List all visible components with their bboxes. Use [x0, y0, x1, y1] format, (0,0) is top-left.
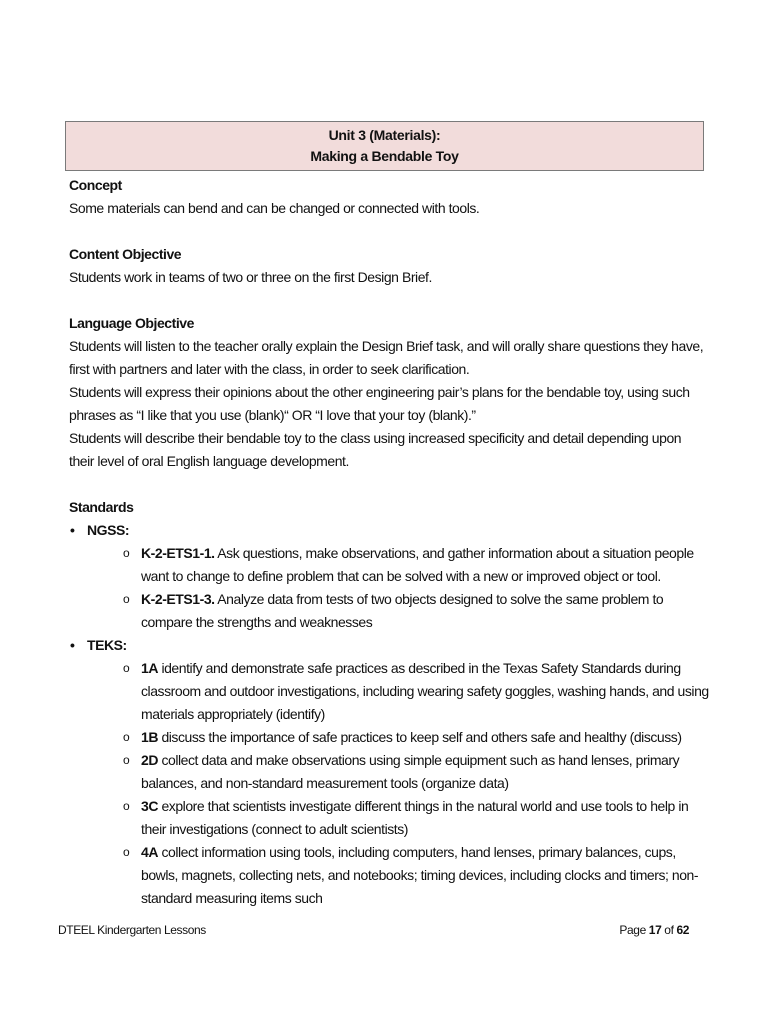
standard-text: collect information using tools, including computers, hand lenses, primary balances, cups, bowls, magnets, collecting nets, and notebooks; timing devices, including clocks and timers; non-standard measuring items such: [141, 844, 699, 906]
standards-group-label: TEKS:: [87, 637, 127, 653]
list-item: [123, 542, 709, 588]
circle-bullet-icon: o: [123, 661, 130, 675]
standard-code: K-2-ETS1-3.: [141, 591, 215, 607]
page-total: 62: [676, 923, 689, 937]
standards-group-label: NGSS:: [87, 522, 130, 538]
circle-bullet-icon: o: [123, 546, 130, 560]
list-item: [123, 588, 709, 634]
standards-group-ngss: [69, 519, 709, 634]
language-objective-paragraph: Students will listen to the teacher orally explain the Design Brief task, and will orally share questions they have, first with partners and later with the class, in order to seek clarification.: [69, 338, 704, 377]
list-item: [123, 795, 709, 841]
circle-bullet-icon: o: [123, 845, 130, 859]
language-objective-paragraph: Students will describe their bendable toy to the class using increased specificity and detail depending upon their level of oral English language development.: [69, 430, 682, 469]
standard-text: explore that scientists investigate different things in the natural world and use tools to help in their investigations (connect to adult scientists): [141, 798, 689, 837]
ngss-list: [87, 542, 709, 634]
standard-text: discuss the importance of safe practices to keep self and others safe and healthy (discuss): [158, 729, 682, 745]
standard-text: collect data and make observations using simple equipment such as hand lenses, primary balances, and non-standard measurement tools (organize data): [141, 752, 680, 791]
bullet-icon: •: [70, 637, 75, 653]
teks-list: [87, 657, 709, 910]
standard-code: 1B: [141, 729, 158, 745]
standard-code: 1A: [141, 660, 158, 676]
unit-title-line1: Unit 3 (Materials):: [328, 127, 441, 143]
content-objective-text: Students work in teams of two or three on the first Design Brief.: [69, 269, 432, 285]
circle-bullet-icon: o: [123, 753, 130, 767]
standard-code: K-2-ETS1-1.: [141, 545, 215, 561]
unit-title-line2: Making a Bendable Toy: [310, 148, 459, 164]
list-item: [123, 749, 709, 795]
standards-group-teks: [69, 634, 709, 910]
page-current: 17: [648, 923, 662, 937]
language-objective-paragraph: Students will express their opinions about the other engineering pair’s plans for the bendable toy, using such phrases as “I like that you use (blank)“ OR “I love that your toy (blank).”: [69, 384, 690, 423]
standard-text: identify and demonstrate safe practices as described in the Texas Safety Standards during classroom and outdoor investigations, including wearing safety goggles, washing hands, and using materials appropriately (identify): [141, 660, 709, 722]
list-item: [123, 841, 709, 910]
page-prefix: Page: [619, 923, 649, 937]
unit-title-box: [65, 121, 704, 171]
concept-text: Some materials can bend and can be changed or connected with tools.: [69, 200, 480, 216]
list-item: [123, 657, 709, 726]
standard-code: 2D: [141, 752, 158, 768]
list-item: [123, 726, 709, 749]
circle-bullet-icon: o: [123, 799, 130, 813]
concept-heading: Concept: [69, 177, 122, 193]
standard-code: 4A: [141, 844, 158, 860]
footer-page-number: [619, 923, 689, 937]
standard-text: Ask questions, make observations, and gather information about a situation people want to change to define problem that can be solved with a new or improved object or tool.: [141, 545, 694, 584]
standards-heading: Standards: [69, 499, 134, 515]
lesson-content: [69, 174, 709, 910]
standard-text: Analyze data from tests of two objects designed to solve the same problem to compare the strengths and weaknesses: [141, 591, 664, 630]
content-objective-heading: Content Objective: [69, 246, 182, 262]
language-objective-heading: Language Objective: [69, 315, 194, 331]
footer-document-name: DTEEL Kindergarten Lessons: [58, 923, 206, 937]
page-of: of: [661, 923, 677, 937]
standard-code: 3C: [141, 798, 158, 814]
standards-list: [69, 519, 709, 910]
circle-bullet-icon: o: [123, 730, 130, 744]
bullet-icon: •: [70, 522, 75, 538]
circle-bullet-icon: o: [123, 592, 130, 606]
